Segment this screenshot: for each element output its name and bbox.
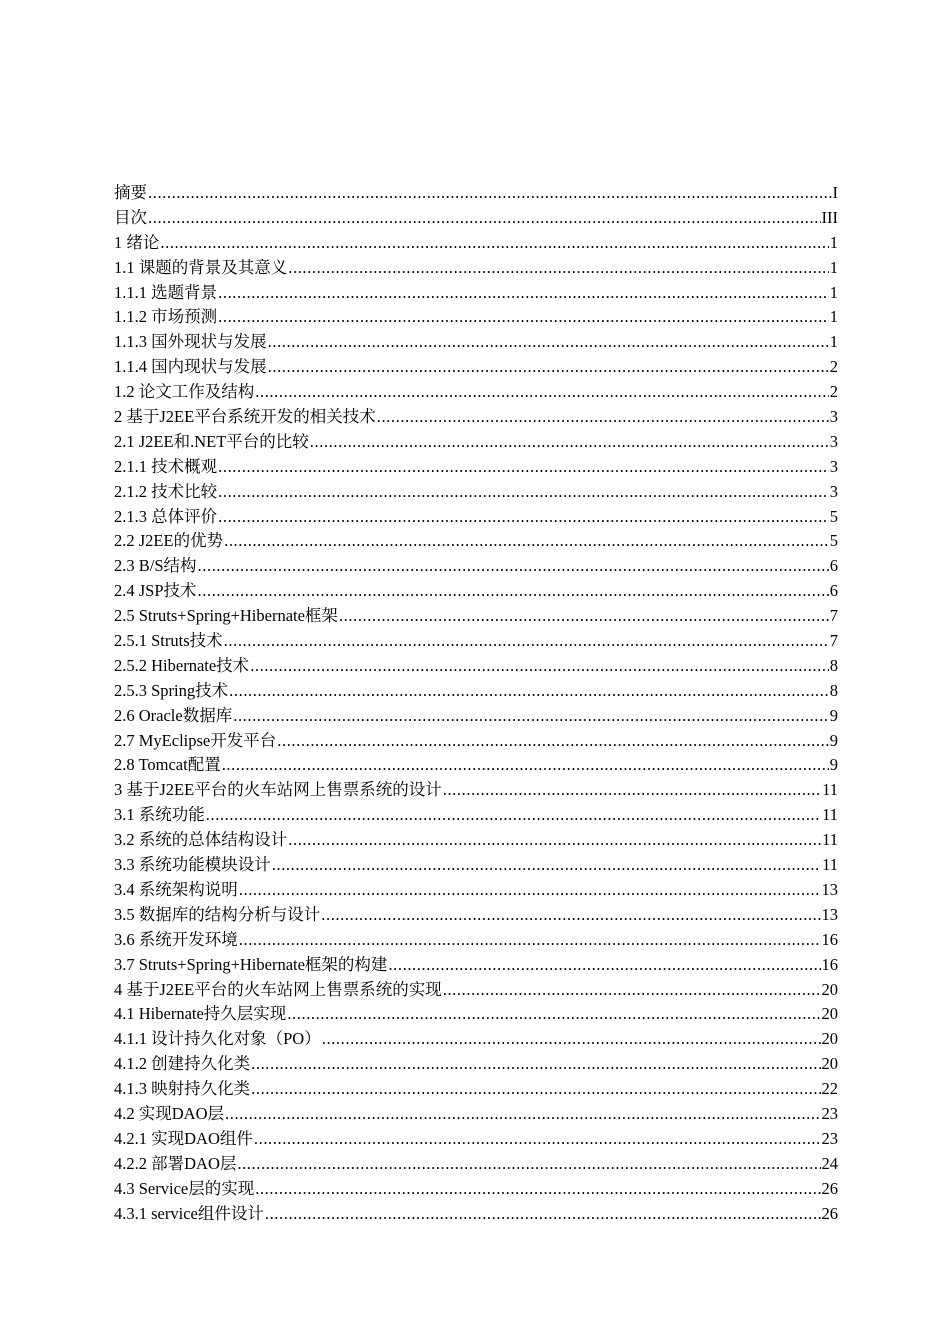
toc-entry-page-number: 1 — [829, 282, 838, 302]
toc-dot-leader — [218, 455, 829, 480]
toc-dot-leader — [377, 405, 829, 430]
toc-entry-title: 4 基于J2EE平台的火车站网上售票系统的实现 — [114, 979, 442, 999]
toc-dot-leader — [443, 778, 821, 803]
toc-dot-leader — [251, 1077, 820, 1102]
toc-entry-title: 2.5.1 Struts技术 — [114, 631, 223, 651]
toc-entry-page-number: 11 — [822, 805, 838, 825]
toc-entry-title: 3.6 系统开发环境 — [114, 929, 238, 949]
toc-dot-leader — [218, 281, 829, 306]
toc-entry[interactable] — [114, 853, 838, 878]
toc-dot-leader — [229, 679, 829, 704]
toc-dot-leader — [310, 430, 829, 455]
toc-entry-title: 2.8 Tomcat配置 — [114, 755, 221, 775]
toc-entry-page-number: 16 — [821, 929, 838, 949]
toc-entry[interactable] — [114, 629, 838, 654]
toc-entry-page-number: 8 — [829, 680, 838, 700]
toc-entry-page-number: 3 — [829, 481, 838, 501]
toc-entry-title: 4.1.1 设计持久化对象（PO） — [114, 1029, 321, 1049]
toc-entry-page-number: 16 — [821, 954, 838, 974]
toc-entry[interactable] — [114, 753, 838, 778]
toc-entry-page-number: 6 — [829, 556, 838, 576]
toc-entry-page-number: 2 — [829, 357, 838, 377]
toc-entry-title: 2.6 Oracle数据库 — [114, 705, 233, 725]
toc-dot-leader — [218, 505, 829, 530]
toc-entry-title: 2.5.2 Hibernate技术 — [114, 655, 250, 675]
toc-entry-title: 1.1.1 选题背景 — [114, 282, 218, 302]
toc-entry[interactable] — [114, 330, 838, 355]
toc-entry-page-number: 3 — [829, 407, 838, 427]
toc-entry[interactable] — [114, 878, 838, 903]
toc-entry-title: 3.1 系统功能 — [114, 805, 205, 825]
toc-entry-title: 3.2 系统的总体结构设计 — [114, 830, 288, 850]
toc-entry[interactable] — [114, 1102, 838, 1127]
toc-entry-page-number: 8 — [829, 655, 838, 675]
toc-entry-title: 3.7 Struts+Spring+Hibernate框架的构建 — [114, 954, 388, 974]
toc-entry[interactable] — [114, 1202, 838, 1227]
toc-entry-page-number: 1 — [829, 257, 838, 277]
toc-entry-page-number: 13 — [821, 879, 838, 899]
toc-dot-leader — [239, 878, 821, 903]
toc-dot-leader — [388, 953, 820, 978]
toc-entry-page-number: 3 — [829, 456, 838, 476]
toc-entry[interactable] — [114, 480, 838, 505]
toc-entry-title: 2.7 MyEclipse开发平台 — [114, 730, 277, 750]
toc-dot-leader — [265, 1202, 821, 1227]
toc-entry-page-number: 1 — [829, 307, 838, 327]
toc-entry-page-number: 1 — [829, 332, 838, 352]
toc-entry[interactable] — [114, 928, 838, 953]
toc-entry-page-number: 11 — [822, 855, 838, 875]
toc-entry-title: 4.1.3 映射持久化类 — [114, 1079, 251, 1099]
toc-entry-page-number: 26 — [821, 1203, 838, 1223]
toc-entry[interactable] — [114, 1152, 838, 1177]
toc-entry-title: 2.5.3 Spring技术 — [114, 680, 229, 700]
toc-entry-page-number: 24 — [821, 1153, 838, 1173]
toc-entry-title: 4.3.1 service组件设计 — [114, 1203, 264, 1223]
toc-entry-page-number: 1 — [829, 232, 838, 252]
toc-entry[interactable] — [114, 1177, 838, 1202]
toc-dot-leader — [288, 256, 829, 281]
toc-entry-page-number: 2 — [829, 382, 838, 402]
toc-entry[interactable] — [114, 903, 838, 928]
toc-entry[interactable] — [114, 305, 838, 330]
toc-entry[interactable] — [114, 206, 838, 231]
toc-entry[interactable] — [114, 405, 838, 430]
toc-entry-page-number: 3 — [829, 431, 838, 451]
toc-dot-leader — [218, 480, 829, 505]
toc-dot-leader — [268, 330, 829, 355]
toc-entry-title: 2.1.3 总体评价 — [114, 506, 218, 526]
toc-entry[interactable] — [114, 554, 838, 579]
toc-entry-title: 1 绪论 — [114, 232, 160, 252]
toc-entry-page-number: 9 — [829, 730, 838, 750]
toc-entry[interactable] — [114, 529, 838, 554]
toc-entry-page-number: 9 — [829, 705, 838, 725]
toc-dot-leader — [224, 529, 829, 554]
toc-entry-page-number: 6 — [829, 581, 838, 601]
toc-entry[interactable] — [114, 579, 838, 604]
toc-entry[interactable] — [114, 505, 838, 530]
toc-dot-leader — [268, 355, 829, 380]
toc-dot-leader — [255, 1177, 820, 1202]
toc-entry-page-number: 7 — [829, 606, 838, 626]
toc-dot-leader — [287, 1002, 820, 1027]
toc-dot-leader — [233, 704, 829, 729]
toc-entry-title: 3.5 数据库的结构分析与设计 — [114, 904, 321, 924]
toc-entry[interactable] — [114, 231, 838, 256]
toc-entry-page-number: I — [832, 183, 838, 202]
toc-dot-leader — [224, 629, 829, 654]
toc-entry-title: 2.2 J2EE的优势 — [114, 531, 224, 551]
toc-entry-title: 4.2.1 实现DAO组件 — [114, 1128, 253, 1148]
toc-dot-leader — [148, 181, 832, 206]
toc-entry-page-number: 22 — [821, 1079, 838, 1099]
toc-dot-leader — [254, 1127, 821, 1152]
toc-dot-leader — [272, 853, 821, 878]
toc-entry-page-number: 7 — [829, 631, 838, 651]
toc-entry-title: 1.1 课题的背景及其意义 — [114, 257, 288, 277]
toc-entry-title: 2.1.1 技术概观 — [114, 456, 218, 476]
toc-entry-page-number: III — [821, 207, 838, 227]
toc-entry-page-number: 23 — [821, 1128, 838, 1148]
toc-entry-page-number: 20 — [821, 1029, 838, 1049]
toc-dot-leader — [198, 554, 829, 579]
toc-entry-title: 4.2 实现DAO层 — [114, 1103, 224, 1123]
toc-entry-page-number: 26 — [821, 1178, 838, 1198]
toc-entry-title: 4.1.2 创建持久化类 — [114, 1054, 251, 1074]
toc-entry-title: 摘要 — [114, 183, 147, 202]
toc-entry-title: 1.2 论文工作及结构 — [114, 382, 255, 402]
toc-dot-leader — [255, 380, 829, 405]
toc-entry-title: 2 基于J2EE平台系统开发的相关技术 — [114, 407, 376, 427]
toc-entry[interactable] — [114, 978, 838, 1003]
toc-entry[interactable] — [114, 604, 838, 629]
toc-entry-title: 1.1.3 国外现状与发展 — [114, 332, 267, 352]
toc-entry[interactable] — [114, 1077, 838, 1102]
toc-entry-title: 2.1.2 技术比较 — [114, 481, 218, 501]
toc-entry-page-number: 11 — [822, 780, 838, 800]
toc-entry-page-number: 13 — [821, 904, 838, 924]
toc-dot-leader — [321, 903, 820, 928]
toc-entry-title: 3.3 系统功能模块设计 — [114, 855, 271, 875]
toc-entry[interactable] — [114, 455, 838, 480]
toc-entry-title: 1.1.2 市场预测 — [114, 307, 218, 327]
toc-entry-title: 4.1 Hibernate持久层实现 — [114, 1004, 287, 1024]
toc-entry-title: 3.4 系统架构说明 — [114, 879, 238, 899]
toc-entry[interactable] — [114, 778, 838, 803]
toc-entry[interactable] — [114, 181, 838, 206]
toc-entry[interactable] — [114, 828, 838, 853]
toc-entry-title: 2.5 Struts+Spring+Hibernate框架 — [114, 606, 338, 626]
toc-entry-page-number: 20 — [821, 1054, 838, 1074]
toc-entry-title: 2.3 B/S结构 — [114, 556, 197, 576]
toc-entry[interactable] — [114, 1052, 838, 1077]
toc-entry[interactable] — [114, 355, 838, 380]
toc-entry[interactable] — [114, 729, 838, 754]
toc-entry[interactable] — [114, 803, 838, 828]
toc-entry[interactable] — [114, 679, 838, 704]
toc-entry-title: 1.1.4 国内现状与发展 — [114, 357, 267, 377]
toc-entry-title: 2.1 J2EE和.NET平台的比较 — [114, 431, 309, 451]
toc-entry[interactable] — [114, 1027, 838, 1052]
toc-entry[interactable] — [114, 281, 838, 306]
toc-entry-title: 4.2.2 部署DAO层 — [114, 1153, 237, 1173]
toc-dot-leader — [218, 305, 829, 330]
toc-entry-title: 4.3 Service层的实现 — [114, 1178, 255, 1198]
toc-entry-title: 目次 — [114, 207, 147, 227]
toc-dot-leader — [160, 231, 828, 256]
toc-entry[interactable] — [114, 1127, 838, 1152]
toc-entry-page-number: 20 — [821, 1004, 838, 1024]
table-of-contents — [114, 181, 838, 1226]
toc-entry-page-number: 5 — [829, 506, 838, 526]
toc-entry[interactable] — [114, 430, 838, 455]
toc-dot-leader — [339, 604, 829, 629]
toc-entry-title: 2.4 JSP技术 — [114, 581, 197, 601]
toc-dot-leader — [443, 978, 821, 1003]
toc-entry-page-number: 9 — [829, 755, 838, 775]
toc-entry[interactable] — [114, 1002, 838, 1027]
toc-entry-title: 3 基于J2EE平台的火车站网上售票系统的设计 — [114, 780, 442, 800]
toc-entry[interactable] — [114, 654, 838, 679]
toc-entry[interactable] — [114, 953, 838, 978]
toc-dot-leader — [277, 729, 829, 754]
toc-dot-leader — [251, 1052, 820, 1077]
toc-entry-page-number: 5 — [829, 531, 838, 551]
toc-dot-leader — [288, 828, 821, 853]
toc-entry[interactable] — [114, 380, 838, 405]
toc-dot-leader — [225, 1102, 821, 1127]
toc-dot-leader — [322, 1027, 821, 1052]
toc-dot-leader — [222, 753, 829, 778]
toc-entry-page-number: 20 — [821, 979, 838, 999]
toc-dot-leader — [198, 579, 829, 604]
toc-dot-leader — [206, 803, 821, 828]
toc-entry[interactable] — [114, 256, 838, 281]
toc-dot-leader — [239, 928, 821, 953]
toc-dot-leader — [148, 206, 821, 231]
toc-entry-page-number: 23 — [821, 1103, 838, 1123]
toc-entry[interactable] — [114, 704, 838, 729]
toc-dot-leader — [250, 654, 829, 679]
toc-dot-leader — [237, 1152, 820, 1177]
toc-entry-page-number: 11 — [822, 830, 838, 850]
